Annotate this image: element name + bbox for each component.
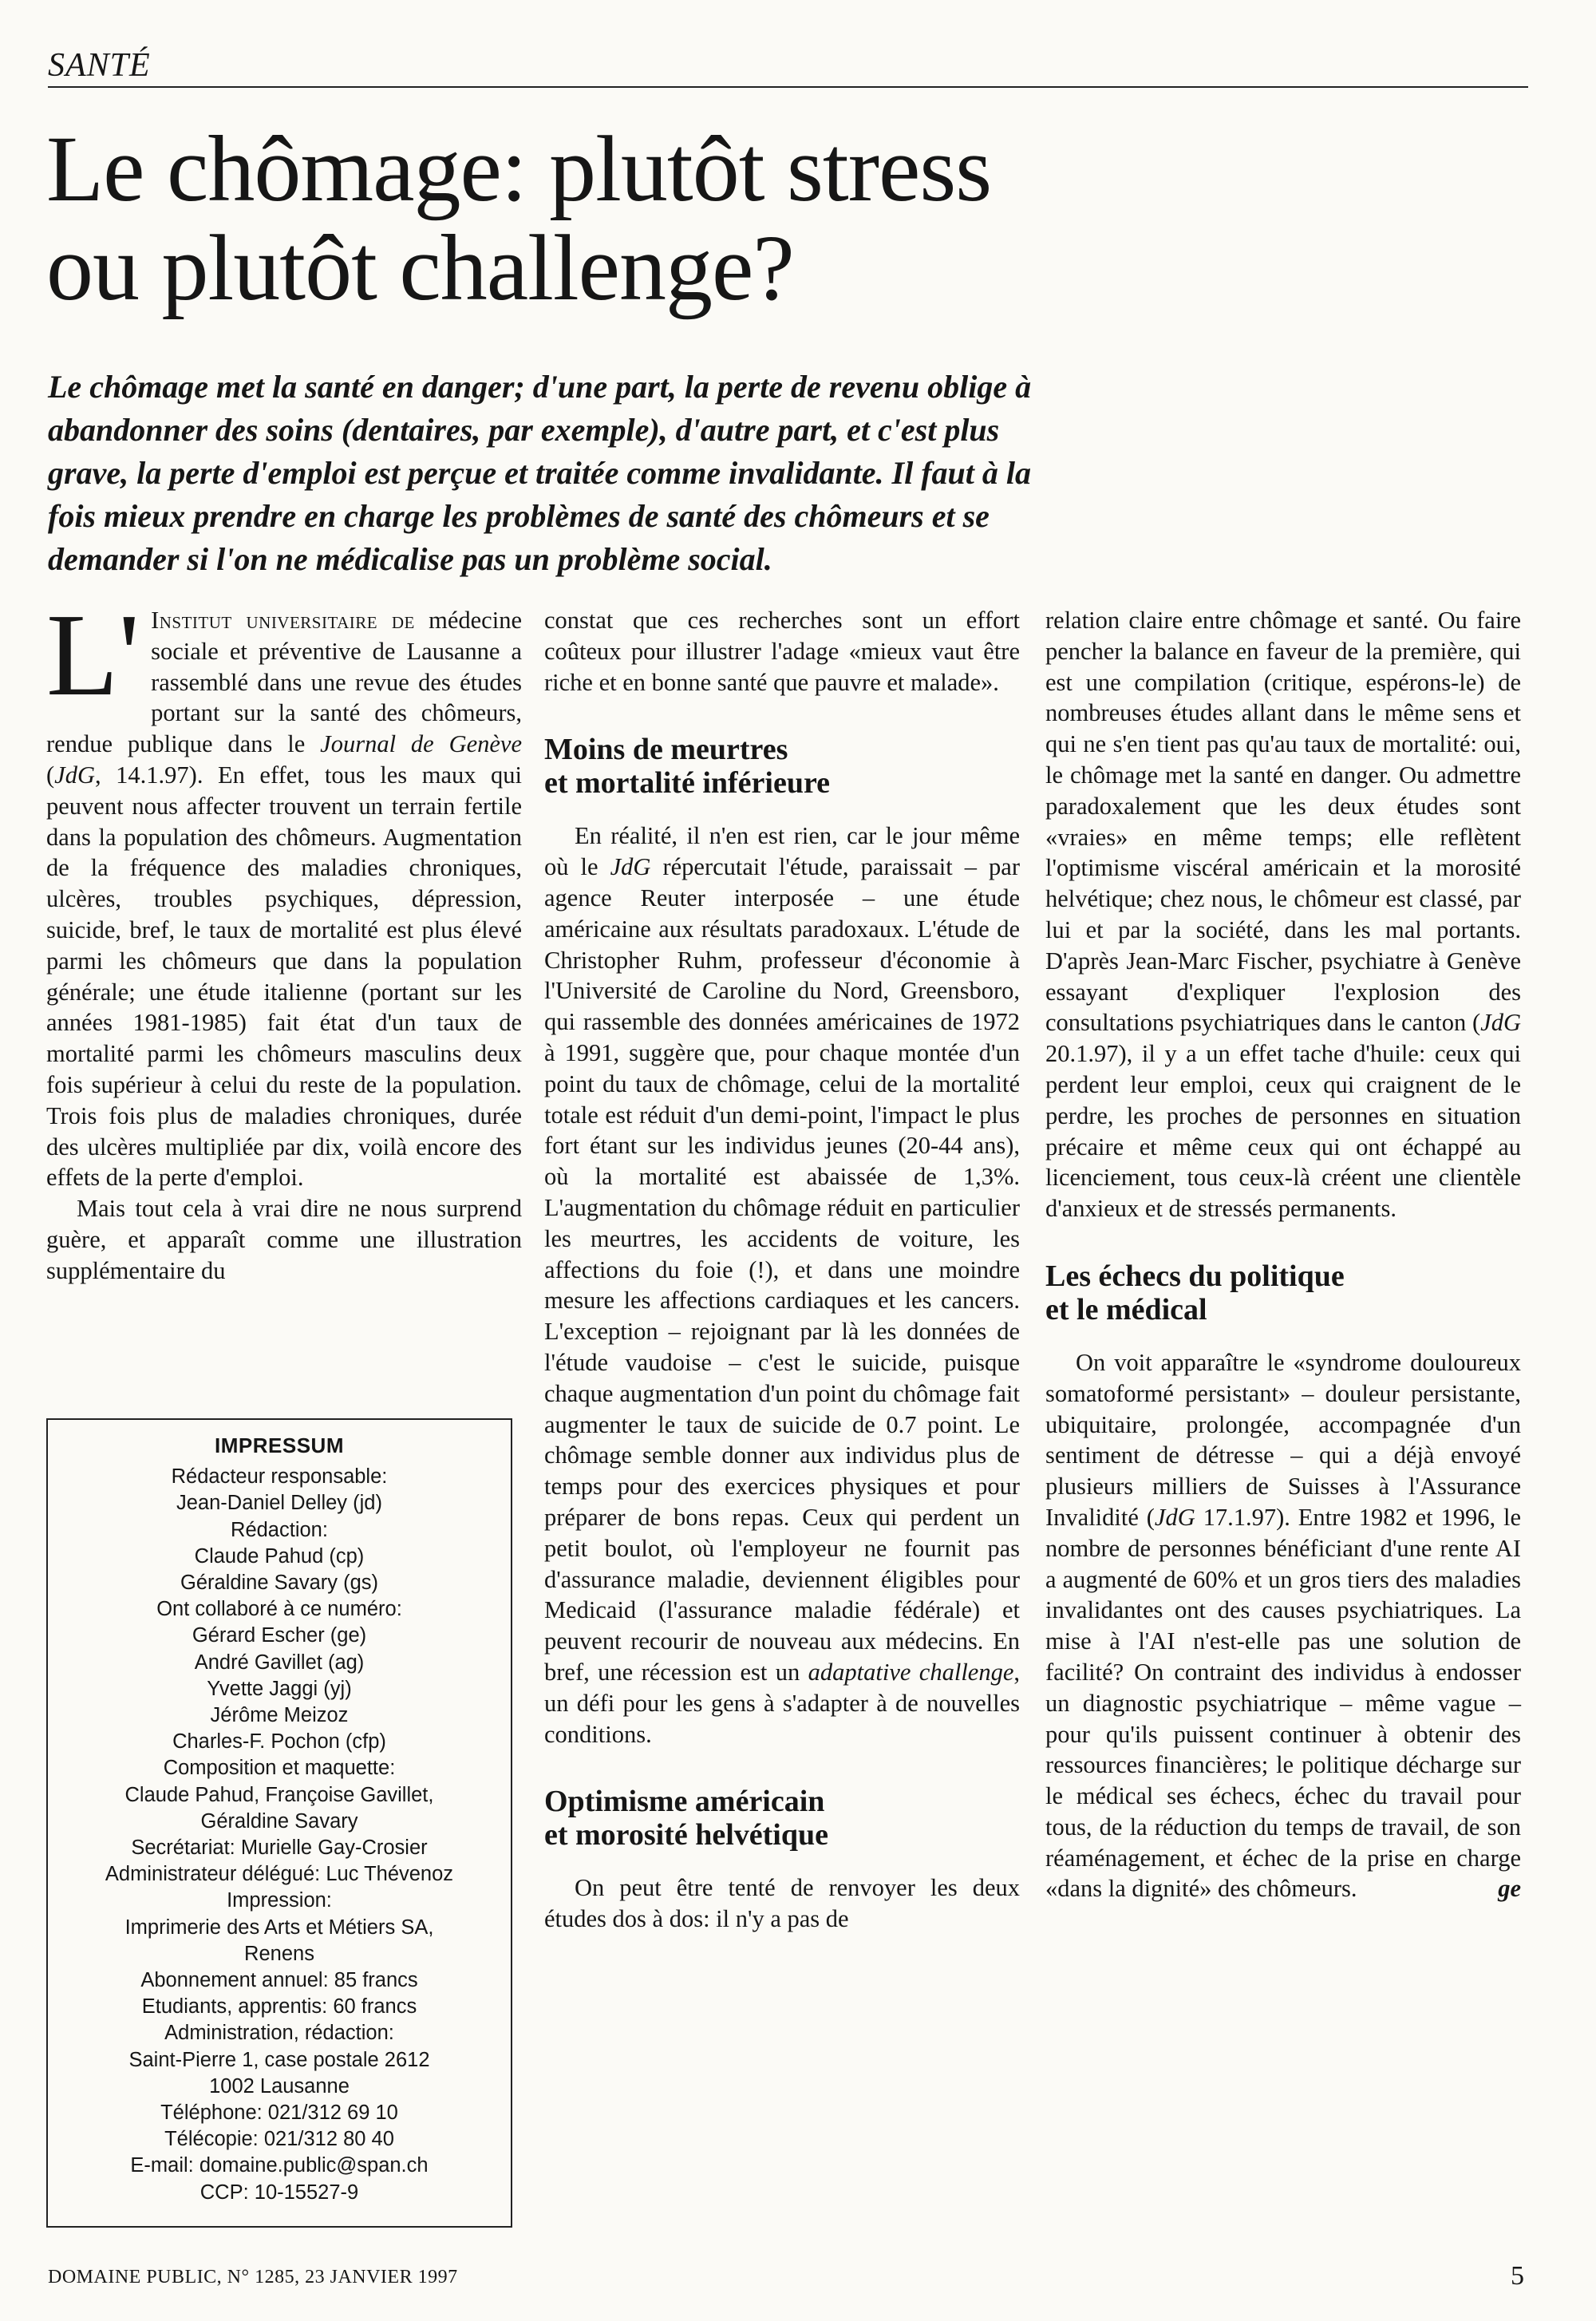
impressum-line: Impression: xyxy=(227,1889,332,1912)
impressum-line: Géraldine Savary xyxy=(200,1809,358,1833)
impressum-line: 1002 Lausanne xyxy=(209,2074,350,2098)
subheading-line: Les échecs du politique xyxy=(1045,1259,1345,1293)
subheading-line: et morosité helvétique xyxy=(544,1818,828,1852)
text-run: , un défi pour les gens à s'adapter à de nouvelles conditions. xyxy=(544,1658,1020,1748)
impressum-line: Secrétariat: Murielle Gay-Crosier xyxy=(131,1837,428,1860)
section-rule xyxy=(48,86,1528,88)
paragraph xyxy=(46,590,523,1193)
article-column-1 xyxy=(46,590,523,1287)
impressum-line: Administrateur délégué: Luc Thévenoz xyxy=(105,1863,454,1886)
impressum-line: Ont collaboré à ce numéro: xyxy=(156,1598,402,1621)
drop-cap: L' xyxy=(46,590,140,721)
impressum-line: Yvette Jaggi (yj) xyxy=(207,1677,352,1700)
author-signature: ge xyxy=(1498,1875,1521,1903)
impressum-line: Etudiants, apprentis: 60 francs xyxy=(141,1995,417,2019)
publication-footer: DOMAINE PUBLIC, N° 1285, 23 JANVIER 1997 xyxy=(48,2267,458,2287)
impressum-line: Charles-F. Pochon (cfp) xyxy=(172,1730,386,1754)
lead-line: grave, la perte d'emploi est perçue et traitée comme invalidante. Il faut à la xyxy=(48,455,1032,491)
impressum-line: Télécopie: 021/312 80 40 xyxy=(164,2128,394,2151)
impressum-line: Claude Pahud, Françoise Gavillet, xyxy=(124,1783,434,1806)
impressum-line: Renens xyxy=(244,1942,314,1965)
impressum-line: Saint-Pierre 1, case postale 2612 xyxy=(128,2048,430,2071)
impressum-line: Claude Pahud (cp) xyxy=(194,1544,365,1568)
subheading-line: et le médical xyxy=(1045,1292,1207,1327)
article-title xyxy=(46,117,1531,320)
impressum-line: Rédacteur responsable: xyxy=(171,1465,388,1489)
text-run: 20.1.97), il y a un effet tache d'huile: ceux qui perdent leur emploi, ceux qui craignent de le perdre, les proches de personnes en situation précaire et même ceux qui ont échappé au licenciement, tous ceux-là créent une clientèle d'anxieux et de stressés permanents. xyxy=(1045,1040,1521,1223)
lead-line: fois mieux prendre en charge les problèmes de santé des chômeurs et se xyxy=(48,498,990,534)
text-run: ( xyxy=(46,761,55,789)
text-run: En réalité, il n'en est rien, car le jour même où le xyxy=(544,822,1020,881)
impressum-line: E-mail: domaine.public@span.ch xyxy=(130,2154,429,2177)
title-line: Le chômage: plutôt stress xyxy=(46,117,992,221)
journal-name: Journal de Genève xyxy=(320,730,523,758)
text-run: médecine sociale et préventive de Lausanne a rassemblé dans une revue des études portant sur la santé des chômeurs, rendue publique dans le xyxy=(46,607,522,758)
journal-abbrev: JdG xyxy=(610,853,651,881)
title-line: ou plutôt challenge? xyxy=(46,215,794,320)
impressum-line: Gérard Escher (ge) xyxy=(192,1624,367,1647)
impressum-line: Composition et maquette: xyxy=(163,1757,396,1780)
section-rubric: SANTÉ xyxy=(48,47,151,84)
impressum-line: Imprimerie des Arts et Métiers SA, xyxy=(124,1916,434,1939)
subheading xyxy=(544,1785,1020,1852)
subheading-line: et mortalité inférieure xyxy=(544,766,831,801)
paragraph: On peut être tenté de renvoyer les deux études dos à dos: il n'y a pas de xyxy=(544,1874,1020,1933)
paragraph: constat que ces recherches sont un effort coûteux pour illustrer l'adage «mieux vaut être riche et en bonne santé que pauvre et malade». xyxy=(544,607,1020,696)
paragraph xyxy=(1045,1347,1521,1904)
impressum-line: Rédaction: xyxy=(231,1518,328,1541)
journal-abbrev: JdG xyxy=(1154,1503,1195,1531)
page-number: 5 xyxy=(1511,2261,1524,2291)
paragraph xyxy=(544,820,1020,1750)
impressum-line: Abonnement annuel: 85 francs xyxy=(140,1969,418,1992)
small-caps-text: Institut universitaire de xyxy=(151,607,415,634)
subheading-line: Moins de meurtres xyxy=(544,733,788,767)
subheading-line: Optimisme américain xyxy=(544,1785,825,1819)
impressum-box xyxy=(46,1418,512,2228)
lead-line: Le chômage met la santé en danger; d'une part, la perte de revenu oblige à xyxy=(48,369,1032,405)
impressum-title: IMPRESSUM xyxy=(215,1433,344,1457)
journal-abbrev: JdG xyxy=(54,761,95,789)
subheading xyxy=(1045,1259,1521,1327)
article-lead xyxy=(48,366,1309,581)
impressum-line: André Gavillet (ag) xyxy=(194,1651,365,1674)
article-column-3 xyxy=(1045,605,1521,1904)
journal-abbrev: JdG xyxy=(1480,1009,1521,1037)
text-run: On voit apparaître le «syndrome douloureux somatoformé persistant» – douleur persistante, ubiquitaire, prolongée, accompagnée d'un sentiment de détresse – qui a déjà envoyé plusieurs milliers de Suisses à l'Assurance Invalidité ( xyxy=(1045,1348,1521,1531)
text-run: répercutait l'étude, paraissait – par agence Reuter interposée – une étude américaine aux résultats paradoxaux. L'étude de Christopher Ruhm, professeur d'économie à l'Université de Caroline du Nord, Greensboro, qui rassemble des données américaines de 1972 à 1991, suggère que, pour chaque montée d'un point du taux de chômage, celui de la mortalité totale est réduit d'un demi-point, l'impact le plus fort étant sur les individus jeunes (20-44 ans), où la mortalité est abaissée de 1,3%. L'augmentation du chômage réduit en particulier les meurtres, les accidents de voiture, les affections du foie (!), et dans une moindre mesure les affections cardiaques et les cancers. L'exception – rejoignant par là les données de l'étude vaudoise – c'est le suicide, puisque chaque augmentation d'un point du chômage fait augmenter le taux de suicide de 0.7 point. Le chômage semble donner aux individus plus de temps pour des exercices physiques et pour préparer de bons repas. Ceux qui perdent un petit boulot, où l'employeur ne fournit pas d'assurance maladie, deviennent éligibles pour Medicaid (l'assurance maladie fédérale) et peuvent recourir de nouveau aux médecins. En bref, une récession est un xyxy=(544,853,1021,1686)
impressum-line: Géraldine Savary (gs) xyxy=(180,1572,378,1595)
article-column-2 xyxy=(544,605,1020,1935)
impressum-line: Téléphone: 021/312 69 10 xyxy=(160,2102,398,2125)
paragraph: Mais tout cela à vrai dire ne nous surprend guère, et apparaît comme une illustration supplémentaire du xyxy=(46,1195,522,1284)
lead-line: demander si l'on ne médicalise pas un problème social. xyxy=(48,541,772,577)
impressum-line: CCP: 10-15527-9 xyxy=(200,2181,359,2204)
text-run: relation claire entre chômage et santé. Ou faire pencher la balance en faveur de la première, qui est une compilation (critique, espérons-le) de nombreuses études allant dans le même sens et qui ne s'en tient pas qu'au taux de mortalité: oui, le chômage met la santé en danger. Ou admettre paradoxalement que les deux études sont «vraies» en même temps; elle reflètent l'optimisme viscéral américain et la morosité helvétique; chez nous, le chômeur est classé, par lui et par la société, dans les mal portants. D'après Jean-Marc Fischer, psychiatre à Genève essayant d'expliquer l'explosion des consultations psychiatriques dans le canton ( xyxy=(1045,607,1521,1037)
lead-line: abandonner des soins (dentaires, par exemple), d'autre part, et c'est plus xyxy=(48,412,1000,448)
impressum-line: Jean-Daniel Delley (jd) xyxy=(176,1492,382,1515)
emphasis: adaptative challenge xyxy=(808,1658,1014,1686)
impressum-line: Administration, rédaction: xyxy=(164,2022,394,2045)
impressum-line: Jérôme Meizoz xyxy=(210,1704,349,1727)
text-run: 17.1.97). Entre 1982 et 1996, le nombre de personnes bénéficiant d'une rente AI a augmenté de 60% et un gros tiers des maladies invalidantes ont des causes psychiatriques. La mise à l'AI n'est-elle pas une solution de facilité? On contraint des individus à endosser un diagnostic psychiatrique – même vague – pour qu'ils puissent continuer à obtenir des ressources financières; le politique décharge sur le médical ses échecs, échec du travail pour tous, de la réduction du temps de travail, de son réaménagement, et échec de la prise en charge «dans la dignité» des chômeurs. xyxy=(1045,1503,1521,1903)
text-run: , 14.1.97). En effet, tous les maux qui peuvent nous affecter trouvent un terrain fertile dans la population des chômeurs. Augmentation de la fréquence des maladies chroniques, ulcères, troubles psychiques, dépression, suicide, bref, le taux de mortalité est plus élevé parmi les chômeurs que dans la population générale; une étude italienne (portant sur les années 1981-1985) fait état d'un taux de mortalité parmi les chômeurs masculins deux fois supérieur à celui du reste de la population. Trois fois plus de maladies chroniques, durée des ulcères multipliée par dix, voilà encore des effets de la perte d'emploi. xyxy=(46,761,522,1192)
subheading xyxy=(544,733,1020,800)
paragraph xyxy=(1045,605,1521,1224)
